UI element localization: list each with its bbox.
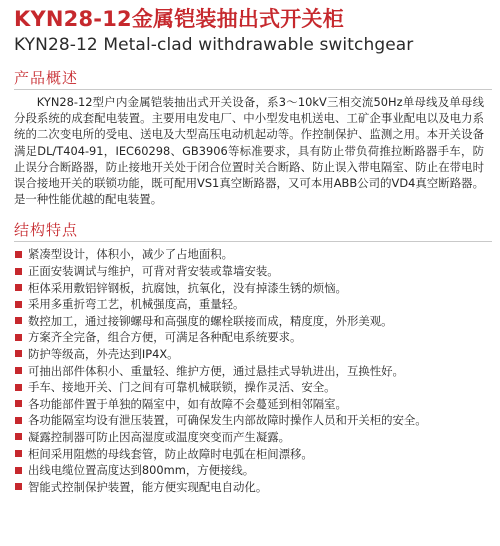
- feature-text: 可抽出部件体积小、重量轻、维护方便，通过悬挂式导轨进出，互换性好。: [28, 363, 404, 378]
- feature-item: [14, 263, 492, 280]
- feature-item: [14, 329, 492, 346]
- feature-text: 出线电缆位置高度达到800mm，方便接线。: [28, 463, 255, 478]
- feature-text: 智能式控制保护装置，能方便实现配电自动化。: [28, 479, 268, 494]
- red-square-bullet-icon: [15, 350, 22, 357]
- feature-item: [14, 446, 492, 463]
- feature-item: [14, 429, 492, 446]
- feature-item: [14, 396, 492, 413]
- feature-text: 各功能隔室均设有泄压装置，可确保发生内部故障时操作人员和开关柜的安全。: [28, 413, 427, 428]
- red-square-bullet-icon: [15, 384, 22, 391]
- page-title: [14, 6, 492, 32]
- feature-item: [14, 462, 492, 479]
- feature-item: [14, 479, 492, 496]
- red-square-bullet-icon: [15, 334, 22, 341]
- feature-text: 凝露控制器可防止因高湿度或温度突变而产生凝露。: [28, 429, 290, 444]
- red-square-bullet-icon: [15, 433, 22, 440]
- red-square-bullet-icon: [15, 317, 22, 324]
- feature-text: 柜体采用敷铝锌钢板，抗腐蚀，抗氧化，没有掉漆生锈的烦恼。: [28, 280, 347, 295]
- feature-item: [14, 346, 492, 363]
- red-square-bullet-icon: [15, 301, 22, 308]
- overview-heading: 产品概述: [14, 69, 79, 87]
- feature-text: 采用多重折弯工艺，机械强度高，重量轻。: [28, 297, 245, 312]
- feature-item: [14, 280, 492, 297]
- feature-text: 方案齐全完备，组合方便，可满足各种配电系统要求。: [28, 330, 302, 345]
- overview-divider: [14, 89, 492, 90]
- feature-text: 防护等级高，外壳达到IP4X。: [28, 346, 179, 361]
- feature-item: [14, 296, 492, 313]
- feature-text: 紧凑型设计，体积小，减少了占地面积。: [28, 247, 234, 262]
- red-square-bullet-icon: [15, 251, 22, 258]
- red-square-bullet-icon: [15, 367, 22, 374]
- features-divider: [14, 241, 492, 242]
- page-subtitle-english: KYN28-12 Metal-clad withdrawable switchgear: [14, 35, 414, 55]
- overview-paragraph: KYN28-12型户内金属铠装抽出式开关设备，系3～10kV三相交流50Hz单母线及单母线分段系统的成套配电装置。主要用电发电厂、中小型发电机送电、工矿企事业配电以及电力系统的二次变电所的受电、送电及大型高压电动机起动等。作控制保护、监测之用。本开关设备满足DL/T404-91，IEC60298、GB3906等标准要求，具有防止带负荷推拉断路器手车，防止误分合断路器，防止接地开关处于闭合位置时关合断路、防止误入带电隔室、防止在带电时误合接地开关的联锁功能，既可配用VS1真空断路器，又可本用ABB公司的VD4真空断路器。是一种性能优越的配电装置。: [14, 95, 484, 207]
- features-list: [14, 246, 492, 495]
- red-square-bullet-icon: [15, 417, 22, 424]
- feature-item: [14, 313, 492, 330]
- feature-item: [14, 363, 492, 380]
- red-square-bullet-icon: [15, 483, 22, 490]
- feature-text: 手车、接地开关、门之间有可靠机械联锁，操作灵活、安全。: [28, 380, 336, 395]
- feature-text: 正面安装调试与维护，可背对背安装或靠墙安装。: [28, 264, 279, 279]
- feature-item: [14, 246, 492, 263]
- red-square-bullet-icon: [15, 467, 22, 474]
- features-heading: 结构特点: [14, 221, 79, 240]
- title-model-number: KYN28-12: [14, 7, 132, 31]
- red-square-bullet-icon: [15, 268, 22, 275]
- feature-text: 柜间采用阻燃的母线套管，防止故障时电弧在柜间漂移。: [28, 446, 313, 461]
- feature-text: 数控加工，通过接铆螺母和高强度的螺栓联接而成，精度度，外形美观。: [28, 313, 393, 328]
- red-square-bullet-icon: [15, 450, 22, 457]
- feature-text: 各功能部件置于单独的隔室中，如有故障不会蔓延到相邻隔室。: [28, 396, 347, 411]
- feature-item: [14, 412, 492, 429]
- red-square-bullet-icon: [15, 284, 22, 291]
- feature-item: [14, 379, 492, 396]
- title-chinese-name: 金属铠装抽出式开关柜: [131, 7, 344, 31]
- red-square-bullet-icon: [15, 400, 22, 407]
